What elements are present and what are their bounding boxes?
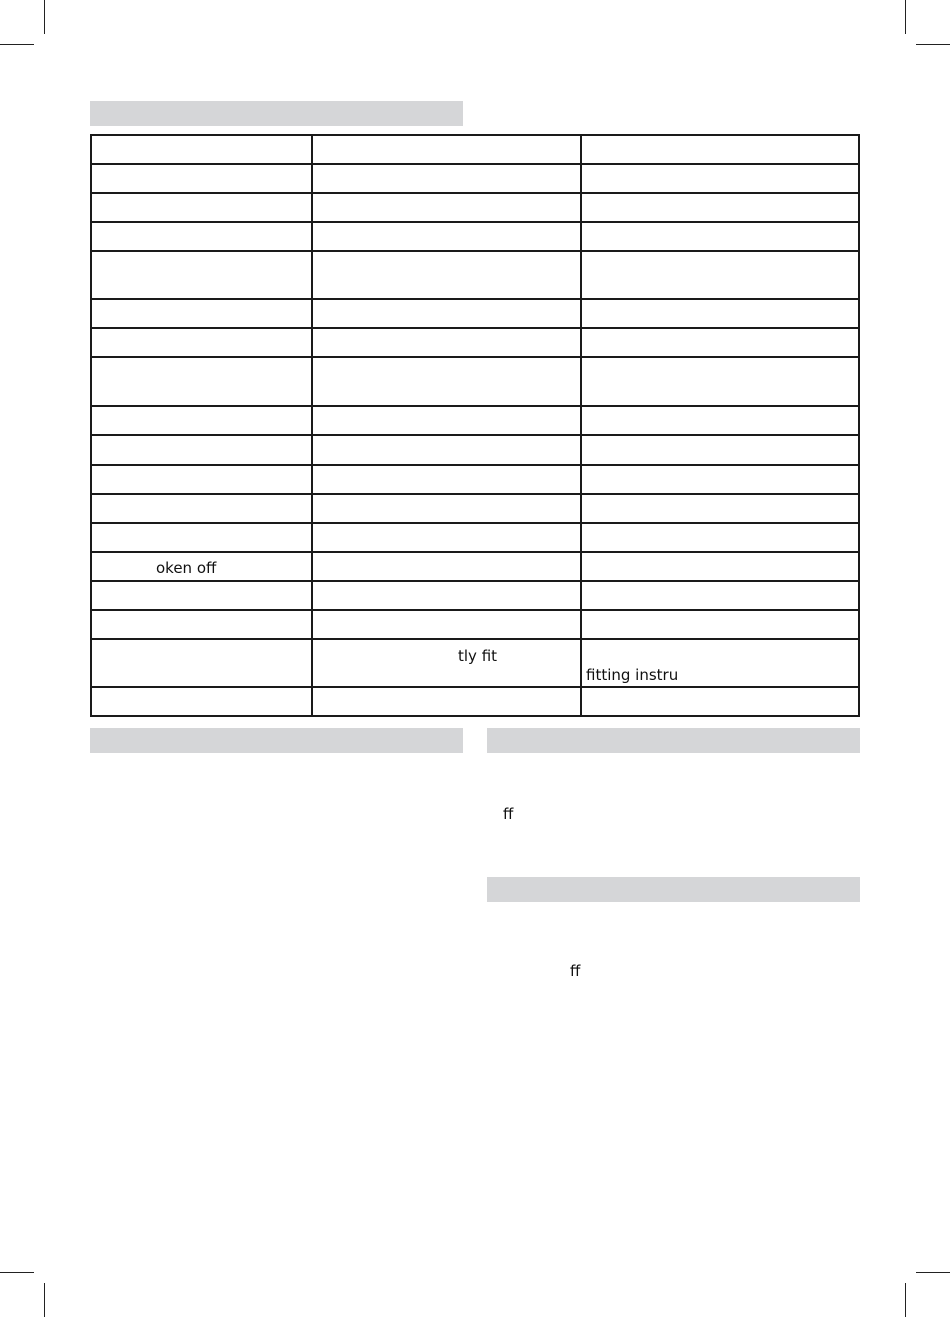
- crop-mark-top-right-vertical: [905, 0, 906, 34]
- table-cell-fragment-fit: tly fit: [458, 647, 498, 665]
- right-column-heading-bar-2: [487, 877, 860, 902]
- crop-mark-top-left-vertical: [44, 0, 45, 34]
- row-divider: [92, 221, 858, 223]
- crop-mark-bottom-left-horizontal: [0, 1272, 34, 1273]
- row-divider: [92, 686, 858, 688]
- table-cell-fragment-fitting-instructions: fitting instru: [586, 666, 679, 684]
- crop-mark-bottom-right-horizontal: [916, 1272, 950, 1273]
- right-section-1-text-fragment: ff: [503, 805, 514, 823]
- row-divider: [92, 163, 858, 165]
- row-divider: [92, 250, 858, 252]
- table-cell-fragment-broken-off: oken off: [156, 559, 217, 577]
- row-divider: [92, 356, 858, 358]
- crop-mark-top-left-horizontal: [0, 44, 34, 45]
- row-divider: [92, 609, 858, 611]
- row-divider: [92, 405, 858, 407]
- crop-mark-top-right-horizontal: [916, 44, 950, 45]
- troubleshooting-table: [90, 134, 860, 717]
- row-divider: [92, 522, 858, 524]
- troubleshooting-heading-bar: [90, 101, 463, 126]
- row-divider: [92, 327, 858, 329]
- row-divider: [92, 638, 858, 640]
- row-divider: [92, 298, 858, 300]
- row-divider: [92, 192, 858, 194]
- row-divider: [92, 493, 858, 495]
- row-divider: [92, 580, 858, 582]
- row-divider: [92, 464, 858, 466]
- row-divider: [92, 551, 858, 553]
- right-section-2-text-fragment: ff: [570, 962, 581, 980]
- crop-mark-bottom-right-vertical: [905, 1283, 906, 1317]
- crop-mark-bottom-left-vertical: [44, 1283, 45, 1317]
- left-column-heading-bar: [90, 728, 463, 753]
- right-column-heading-bar-1: [487, 728, 860, 753]
- row-divider: [92, 434, 858, 436]
